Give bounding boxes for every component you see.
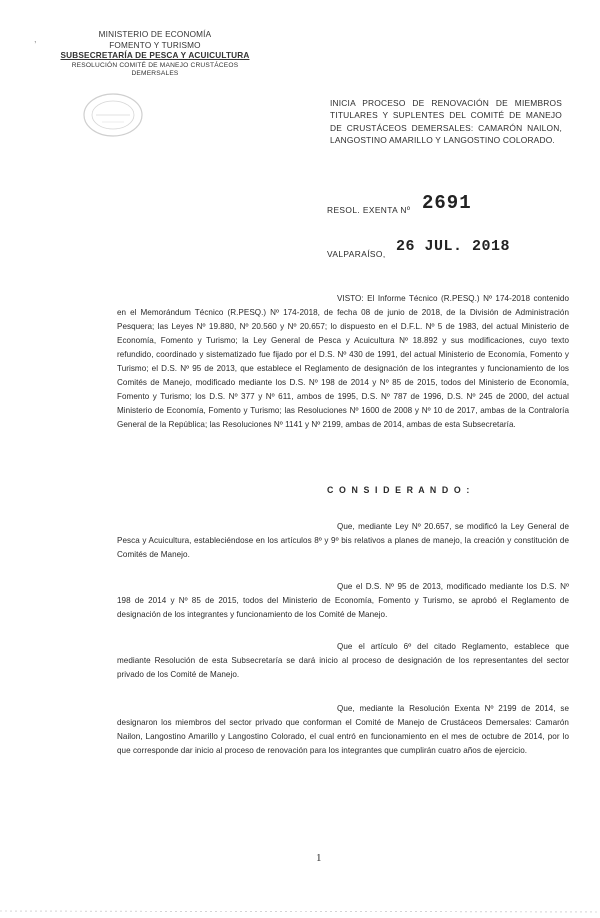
considerando-paragraph-4 bbox=[117, 702, 569, 758]
official-stamp bbox=[82, 92, 144, 138]
considerando-heading: C O N S I D E R A N D O : bbox=[327, 485, 471, 495]
ministry-line-1: MINISTERIO DE ECONOMÍA bbox=[98, 30, 212, 39]
visto-text: VISTO: El Informe Técnico (R.PESQ.) Nº 174-2018 contenido en el Memorándum Técnico (R.PESQ.) Nº 174-2018, de fecha 08 de junio de 2018, de la División de Administración Pesquera; las Leyes Nº 19.880, Nº 20.560 y Nº 20.657; lo dispuesto en el D.F.L. Nº 5 de 1983, del actual Ministerio de Economía, Fomento y Turismo; la Ley General de Pesca y Acuicultura Nº 18.892 y sus modificaciones, cuyo texto refundido, coordinado y sistematizado fue fijado por el D.S. Nº 430 de 1991, del actual Ministerio de Economía, Fomento y Turismo; el D.S. Nº 95 de 2013, que establece el Reglamento de designación de los integrantes y funcionamiento de los Comités de Manejo, modificado mediante los D.S. Nº 198 de 2014 y Nº 85 de 2015, todos del Ministerio de Economía, Fomento y Turismo; los D.S. Nº 377 y Nº 611, ambos de 1995, D.S. Nº 787 de 1996, D.S. Nº 245 de 2000, del actual Ministerio de Economía, Fomento y Turismo; las Resoluciones Nº 1600 de 2008 y Nº 10 de 2017, ambas de la Contraloría General de la República; las Resoluciones Nº 1141 y Nº 2199, ambas de 2014, ambas de esta Subsecretaría. bbox=[117, 294, 569, 429]
date-stamp: 26 JUL. 2018 bbox=[396, 238, 511, 255]
reference-line-1: RESOLUCIÓN COMITÉ DE MANEJO CRUSTÁCEOS bbox=[71, 61, 239, 69]
scan-bottom-edge bbox=[0, 905, 600, 918]
resolution-number: 2691 bbox=[422, 192, 472, 214]
ministry-line-2: FOMENTO Y TURISMO bbox=[109, 40, 201, 50]
visto-paragraph bbox=[117, 292, 569, 432]
page-number: 1 bbox=[316, 852, 322, 864]
reference-line-2: DEMERSALES bbox=[131, 69, 179, 77]
scan-corner-mark: , bbox=[34, 34, 37, 44]
considerando-text-1: Que, mediante Ley Nº 20.657, se modificó la Ley General de Pesca y Acuicultura, estableciéndose en los artículos 8º y 9º bis relativos a planes de manejo, la creación y constitución de Comités de Manejo. bbox=[117, 522, 569, 559]
considerando-paragraph-1 bbox=[117, 520, 569, 562]
considerando-text-3: Que el artículo 6º del citado Reglamento, establece que mediante Resolución de esta Subsecretaría se dará inicio al proceso de designación de los representantes del sector privado de los Comité de Manejo. bbox=[117, 642, 569, 679]
considerando-paragraph-3 bbox=[117, 640, 569, 682]
resolution-subject: INICIA PROCESO DE RENOVACIÓN DE MIEMBROS TITULARES Y SUPLENTES DEL COMITÉ DE MANEJO DE CRUSTÁCEOS DEMERSALES: CAMARÓN NAILON, LANGOSTINO AMARILLO Y LANGOSTINO COLORADO. bbox=[330, 98, 562, 146]
place-label: VALPARAÍSO, bbox=[327, 249, 386, 259]
letterhead bbox=[60, 30, 250, 78]
considerando-text-4: Que, mediante la Resolución Exenta Nº 2199 de 2014, se designaron los miembros del sector privado que conforman el Comité de Manejo de Crustáceos Demersales: Camarón Nailon, Langostino Amarillo y Langostino Colorado, el cual entró en funcionamiento en el mes de octubre de 2014, por lo que corresponde dar inicio al proceso de renovación para los integrantes que cumplirán cuatro años de ejercicio. bbox=[117, 704, 569, 755]
resolution-label: RESOL. EXENTA Nº bbox=[327, 205, 411, 215]
considerando-paragraph-2 bbox=[117, 580, 569, 622]
subsecretaria-line: SUBSECRETARÍA DE PESCA Y ACUICULTURA bbox=[60, 51, 250, 60]
considerando-text-2: Que el D.S. Nº 95 de 2013, modificado mediante los D.S. Nº 198 de 2014 y Nº 85 de 2015, todos del Ministerio de Economía, Fomento y Turismo, se aprobó el Reglamento de designación de los integrantes y funcionamiento de los Comité de Manejo. bbox=[117, 582, 569, 619]
